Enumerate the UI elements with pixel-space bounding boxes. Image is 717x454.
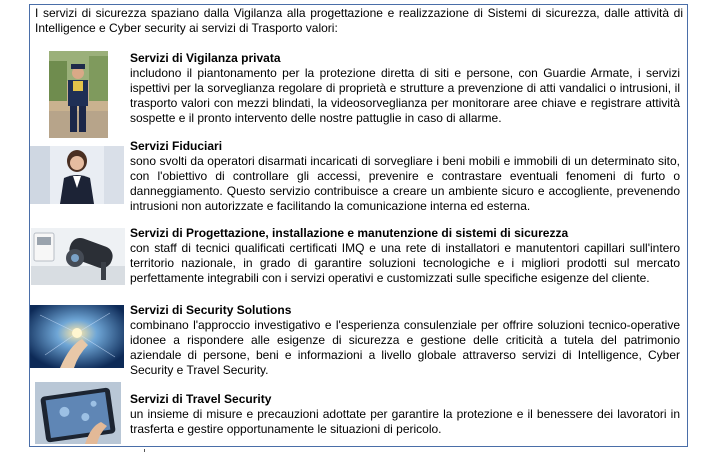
receptionist-photo: [30, 146, 124, 204]
section-security-solutions: [130, 303, 680, 378]
section-title: Servizi di Security Solutions: [130, 303, 292, 317]
section-text: con staff di tecnici qualificati certificati IMQ e una rete di installatori e manutentori capillari sull'intero territorio nazionale, in grado di garantire soluzioni tecnologiche e i migliori prodotti sul mercato perfettamente integrabili con i servizi operativi e customizzati sulle specifiche esigenze del cliente.: [130, 241, 680, 285]
section-fiduciari: [130, 139, 680, 214]
section-text: combinano l'approccio investigativo e l'esperienza consulenziale per offrire soluzioni tecnico-operative idonee a rispondere alle esigenze di sicurezza e gestione delle criticità a tutela del patrimonio aziendale di persone, beni e informazioni a livello globale attraverso servizi di Intelligence, Cyber Security e Travel Security.: [130, 318, 680, 377]
section-title: Servizi di Travel Security: [130, 392, 272, 406]
security-camera-photo: [31, 228, 125, 285]
section-text: sono svolti da operatori disarmati incaricati di sorvegliare i beni mobili e immobili di un determinato sito, con l'obiettivo di controllare gli accessi, prevenire e contrastare eventuali fenomeni di furto o danneggiamento. Questo servizio contribuisce a creare un ambiente sicuro e accogliente, prevenendo intrusioni non autorizzate e facilitando la comunicazione interna ed esterna.: [130, 154, 680, 213]
section-vigilanza: [130, 51, 680, 126]
tablet-map-photo: [35, 382, 121, 444]
section-text: includono il piantonamento per la protezione diretta di siti e persone, con Guardie Armate, i servizi ispettivi per la sorveglianza regolare di proprietà e strutture a prevenzione di atti vandalici o intrusioni, il trasporto valori con mezzi blindati, la videosorveglianza per monitorare aree chiave e registrare attività sospette e il pronto intervento delle nostre pattuglie in caso di allarme.: [130, 66, 680, 125]
section-title: Servizi Fiduciari: [130, 139, 223, 153]
section-text: un insieme di misure e precauzioni adottate per garantire la protezione e il benessere dei lavoratori in trasferta e gestire opportunamente le situazioni di pericolo.: [130, 407, 680, 436]
intro-paragraph: I servizi di sicurezza spaziano dalla Vigilanza alla progettazione e realizzazione di Sistemi di sicurezza, dalle attività di Intelligence e Cyber security ai servizi di Trasporto valori:: [35, 6, 683, 35]
section-progettazione: [130, 226, 680, 286]
section-title: Servizi di Progettazione, installazione e manutenzione di sistemi di sicurezza: [130, 226, 569, 240]
digital-network-photo: [30, 305, 124, 368]
security-guard-photo: [49, 51, 108, 138]
section-travel-security: [130, 392, 680, 437]
page-mark: [144, 449, 145, 452]
section-title: Servizi di Vigilanza privata: [130, 51, 281, 65]
